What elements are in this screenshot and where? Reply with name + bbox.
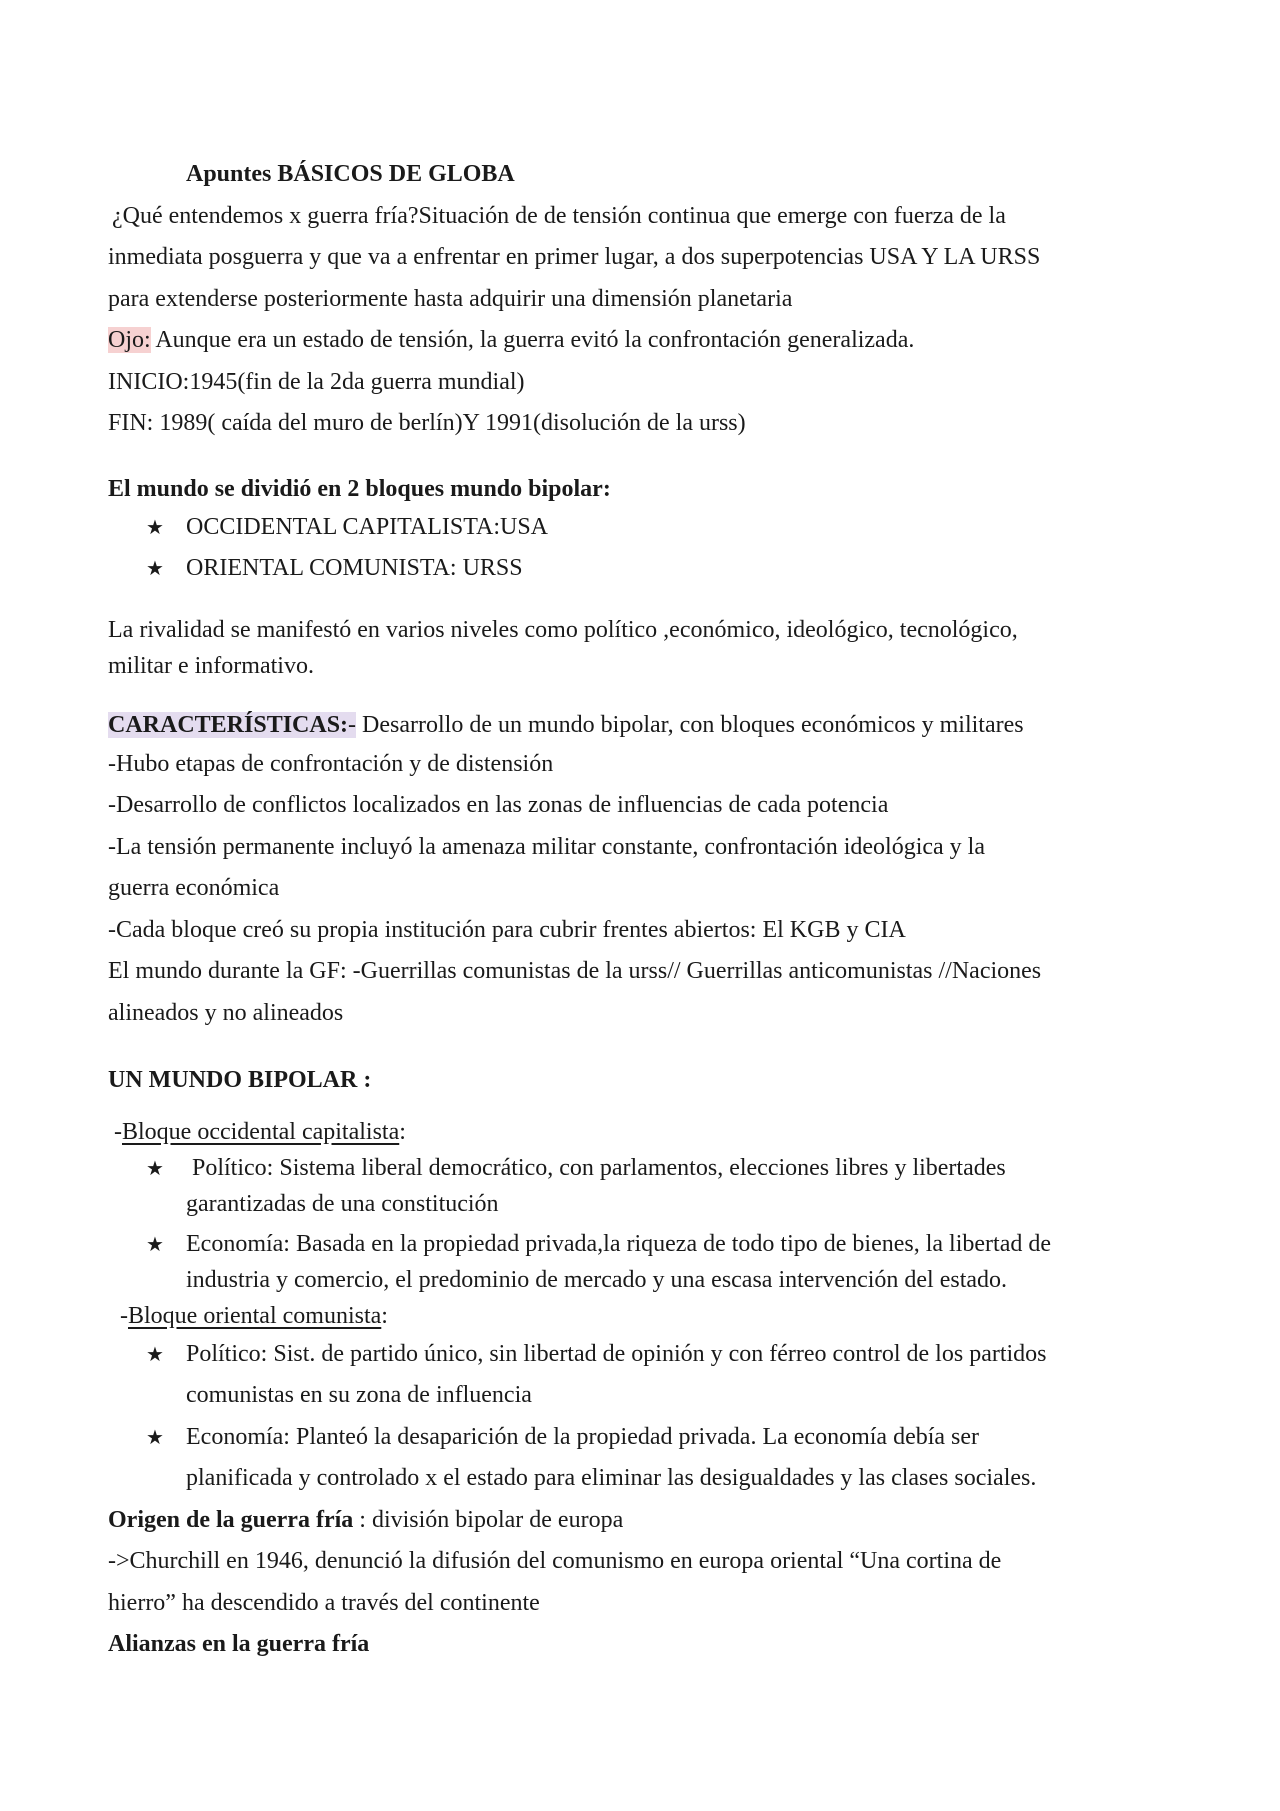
caracteristicas-line: -Cada bloque creó su propia institución para cubrir frentes abiertos: El KGB y CIA bbox=[108, 916, 906, 943]
origen-line: Origen de la guerra fría : división bipolar de europa bbox=[108, 1506, 624, 1533]
list-item: ★ Político: Sistema liberal democrático, con parlamentos, elecciones libres y libertades garantizadas de una constitución bbox=[108, 1150, 1158, 1222]
bloques-heading: El mundo se dividió en 2 bloques mundo bipolar: bbox=[108, 475, 611, 502]
mundo-bipolar-heading: UN MUNDO BIPOLAR : bbox=[108, 1067, 372, 1093]
list-item: ★ Economía: Basada en la propiedad privada,la riqueza de todo tipo de bienes, la libertad de industria y comercio, el predominio de mercado y una escasa intervención del estado. bbox=[108, 1226, 1158, 1298]
bloque-oriental-heading: -Bloque oriental comunista: bbox=[120, 1302, 388, 1329]
caracteristicas-first-line: CARACTERÍSTICAS:- Desarrollo de un mundo bipolar, con bloques económicos y militares bbox=[108, 711, 1024, 738]
origen-text-line: ->Churchill en 1946, denunció la difusión del comunismo en europa oriental “Una cortina de bbox=[108, 1548, 1002, 1574]
ojo-text: Aunque era un estado de tensión, la guerra evitó la confrontación generalizada. bbox=[150, 327, 915, 353]
inicio-line: INICIO:1945(fin de la 2da guerra mundial) bbox=[108, 368, 525, 395]
alianzas-heading: Alianzas en la guerra fría bbox=[108, 1631, 370, 1657]
caracteristicas-line: guerra económica bbox=[108, 875, 280, 901]
star-bullet-icon: ★ bbox=[146, 1231, 164, 1256]
ojo-highlight: Ojo: bbox=[108, 327, 151, 353]
caracteristicas-highlight: CARACTERÍSTICAS:- bbox=[108, 711, 357, 738]
caracteristicas-line: alineados y no alineados bbox=[108, 999, 344, 1026]
star-bullet-icon: ★ bbox=[146, 514, 164, 539]
star-bullet-icon: ★ bbox=[146, 1341, 164, 1366]
intro-line-2: inmediata posguerra y que va a enfrentar en primer lugar, a dos superpotencias USA Y LA URSS bbox=[108, 244, 1041, 270]
star-bullet-icon: ★ bbox=[146, 1155, 164, 1180]
oriental-list bbox=[108, 1334, 1158, 1500]
document-page bbox=[108, 154, 1158, 1666]
intro-line-3: para extenderse posteriormente hasta adquirir una dimensión planetaria bbox=[108, 285, 793, 312]
ojo-line bbox=[108, 320, 1158, 362]
list-item: ★ Político: Sist. de partido único, sin libertad de opinión y con férreo control de los partidos comunistas en su zona de influencia bbox=[108, 1334, 1158, 1417]
document-title: Apuntes BÁSICOS DE GLOBA bbox=[186, 161, 515, 187]
caracteristicas-line: El mundo durante la GF: -Guerrillas comunistas de la urss// Guerrillas anticomunistas //Naciones bbox=[108, 958, 1042, 984]
star-bullet-icon: ★ bbox=[146, 556, 164, 580]
origen-text-line: hierro” ha descendido a través del continente bbox=[108, 1589, 540, 1616]
caracteristicas-line: -Desarrollo de conflictos localizados en las zonas de influencias de cada potencia bbox=[108, 792, 889, 818]
occidental-list bbox=[108, 1150, 1158, 1298]
fin-line: FIN: 1989( caída del muro de berlín)Y 1991(disolución de la urss) bbox=[108, 410, 746, 436]
list-item: ★ ORIENTAL COMUNISTA: URSS bbox=[108, 548, 1158, 590]
intro-line-1: ¿Qué entendemos x guerra fría?Situación de de tensión continua que emerge con fuerza de la bbox=[112, 202, 1006, 229]
bloque-occidental-heading: -Bloque occidental capitalista: bbox=[114, 1118, 406, 1145]
star-bullet-icon: ★ bbox=[146, 1424, 164, 1449]
rivalidad-paragraph: La rivalidad se manifestó en varios niveles como político ,económico, ideológico, tecnológico, militar e informativo. bbox=[108, 616, 1018, 679]
caracteristicas-line: -Hubo etapas de confrontación y de distensión bbox=[108, 750, 554, 777]
list-item: ★ OCCIDENTAL CAPITALISTA:USA bbox=[108, 507, 1158, 549]
list-item: ★ Economía: Planteó la desaparición de la propiedad privada. La economía debía ser planificada y controlado x el estado para eliminar las desigualdades y las clases sociales. bbox=[108, 1417, 1158, 1500]
caracteristicas-line: -La tensión permanente incluyó la amenaza militar constante, confrontación ideológica y la bbox=[108, 833, 985, 860]
bloques-list bbox=[108, 507, 1158, 590]
